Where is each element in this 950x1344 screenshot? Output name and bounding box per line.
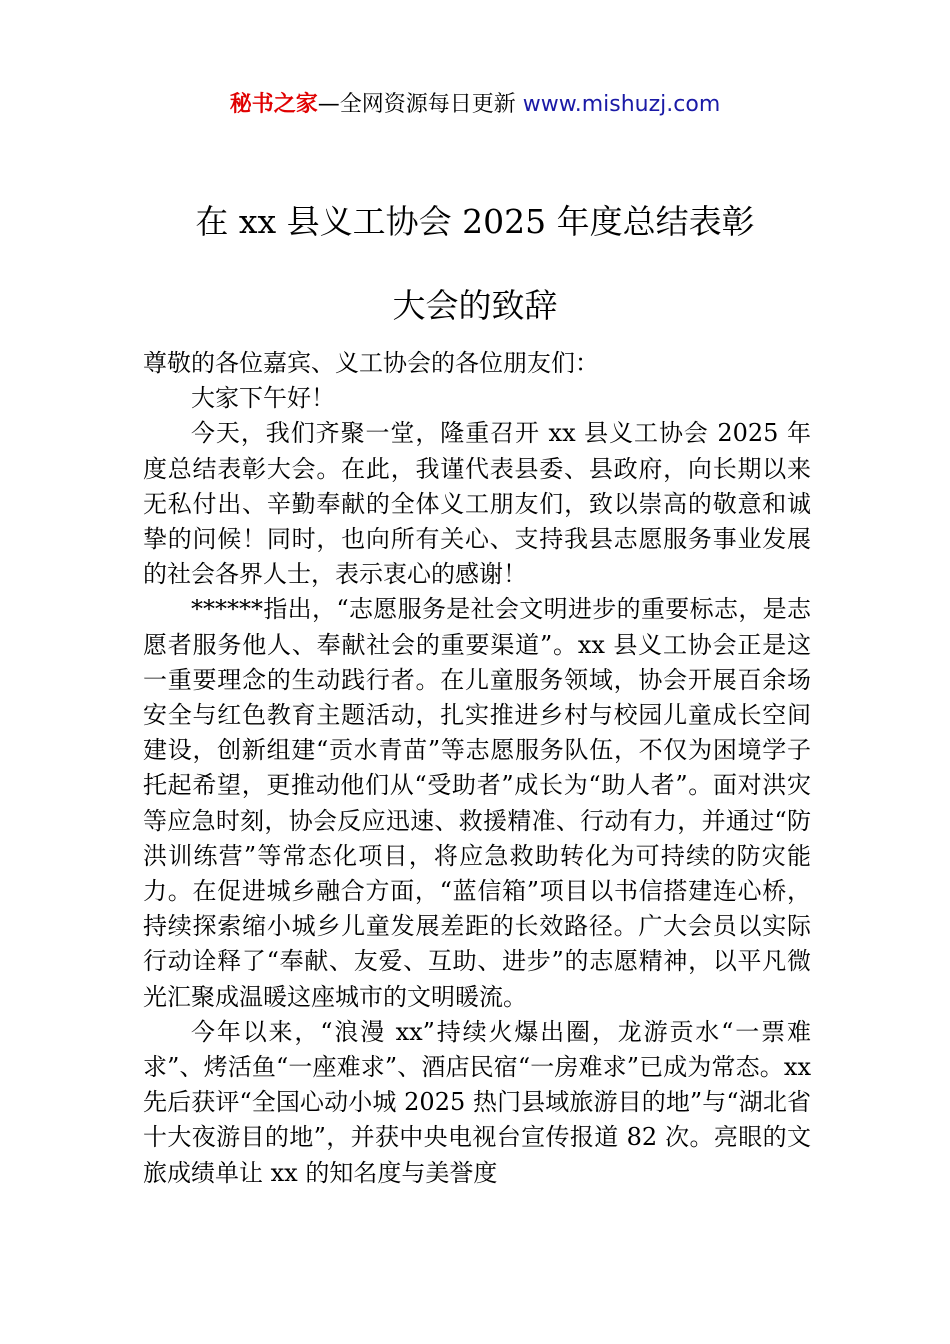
salutation: 尊敬的各位嘉宾、义工协会的各位朋友们： (143, 349, 599, 377)
site-header (0, 88, 950, 122)
site-brand: 秘书之家 (229, 92, 318, 117)
paragraph-opening: 今天，我们齐聚一堂，隆重召开 xx 县义工协会 2025 年度总结表彰大会。在此，我谨代表县委、县政府，向长期以来无私付出、辛勤奉献的全体义工朋友们，致以崇高的敬意和诚挚的问候！同时，也向所有关心、支持我县志愿服务事业发展的社会各界人士，表示衷心的感谢！ (143, 419, 811, 589)
document-body (143, 346, 811, 1191)
site-url-link[interactable]: www.mishuzj.com (522, 92, 721, 117)
site-tagline: —全网资源每日更新 (317, 92, 523, 117)
title-line-1: 在 xx 县义工协会 2025 年度总结表彰 (195, 202, 755, 241)
paragraph-tourism: 今年以来，“浪漫 xx”持续火爆出圈，龙游贡水“一票难求”、烤活鱼“一座难求”、酒店民宿“一房难求”已成为常态。xx 先后获评“全国心动小城 2025 热门县域旅游目的地”与“湖北省十大夜游目的地”，并获中央电视台宣传报道 82 次。亮眼的文旅成绩单让 xx 的知名度与美誉度 (143, 1017, 811, 1187)
paragraph-volunteer-service: ******指出，“志愿服务是社会文明进步的重要标志，是志愿者服务他人、奉献社会的重要渠道”。xx 县义工协会正是这一重要理念的生动践行者。在儿童服务领域，协会开展百余场安全与红色教育主题活动，扎实推进乡村与校园儿童成长空间建设，创新组建“贡水青苗”等志愿服务队伍，不仅为困境学子托起希望，更推动他们从“受助者”成长为“助人者”。面对洪灾等应急时刻，协会反应迅速、救援精准、行动有力，并通过“防洪训练营”等常态化项目，将应急救助转化为可持续的防灾能力。在促进城乡融合方面，“蓝信箱”项目以书信搭建连心桥，持续探索缩小城乡儿童发展差距的长效路径。广大会员以实际行动诠释了“奉献、友爱、互助、进步”的志愿精神，以平凡微光汇聚成温暖这座城市的文明暖流。 (143, 595, 811, 1011)
greeting: 大家下午好！ (191, 384, 335, 413)
title-line-2: 大会的致辞 (392, 286, 558, 325)
document-title (60, 180, 890, 348)
